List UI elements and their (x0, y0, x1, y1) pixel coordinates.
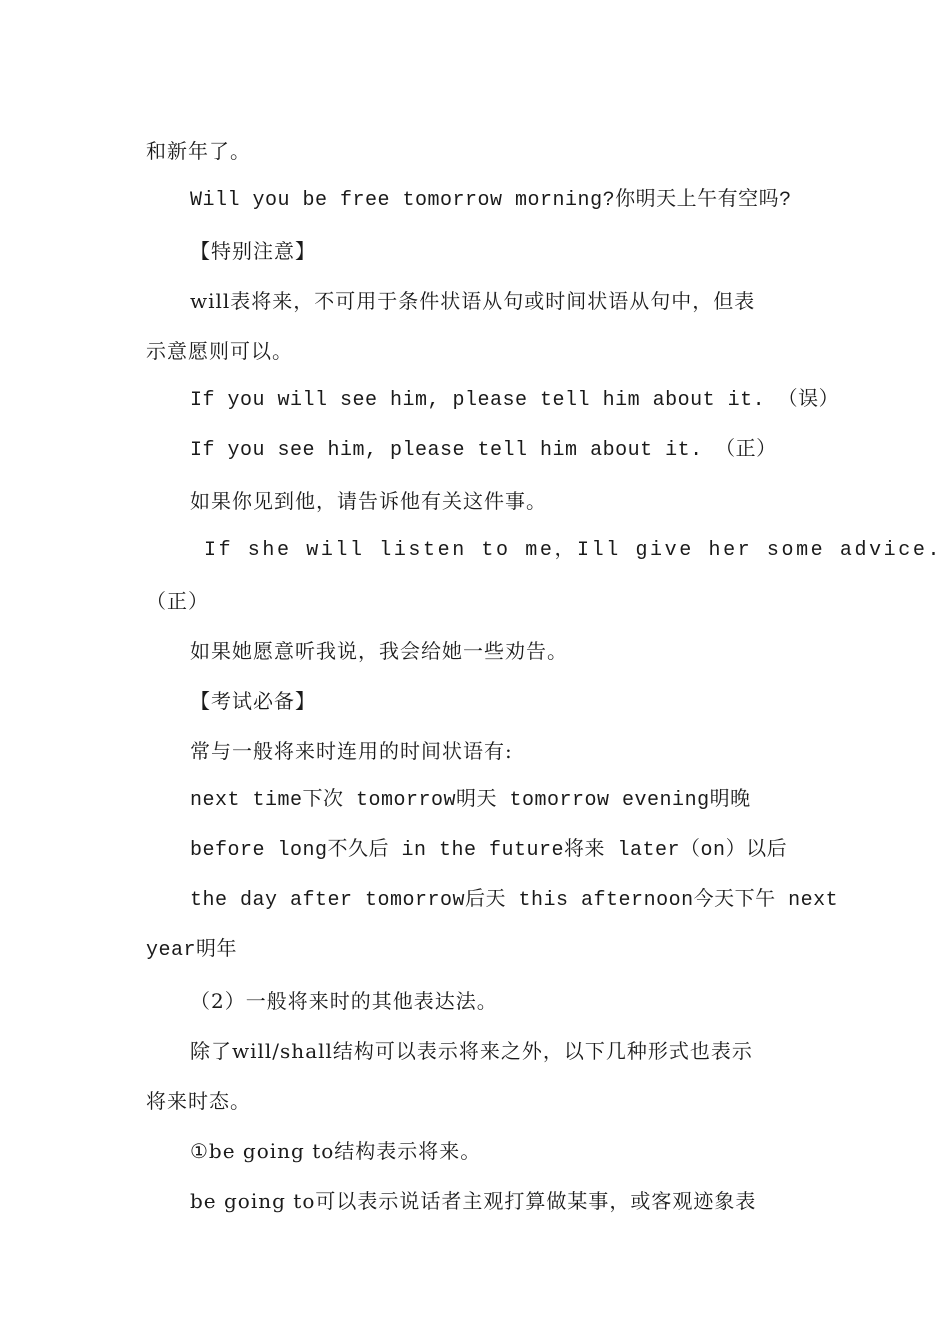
section-heading: 【特别注意】 (190, 239, 316, 263)
text-line: will表将来，不可用于条件状语从句或时间状语从句中，但表 (190, 289, 756, 313)
example-sentence: If you see him, please tell him about it. （正） (190, 439, 777, 462)
text-line: 和新年了。 (146, 139, 251, 163)
text-line: 常与一般将来时连用的时间状语有: (190, 739, 513, 763)
subsection-heading: （2）一般将来时的其他表达法。 (190, 989, 498, 1013)
text-line: next time下次 tomorrow明天 tomorrow evening明晚 (190, 789, 751, 812)
text-line: year明年 (146, 939, 238, 962)
text-line: be going to可以表示说话者主观打算做某事，或客观迹象表 (190, 1189, 757, 1213)
text-line: （正） (146, 589, 209, 613)
text-line: 示意愿则可以。 (146, 339, 293, 363)
text-line: the day after tomorrow后天 this afternoon今天下午 next (190, 889, 839, 912)
text-line: 除了will/shall结构可以表示将来之外，以下几种形式也表示 (190, 1039, 753, 1063)
text-line: Will you be free tomorrow morning?你明天上午有空吗? (190, 189, 792, 212)
text-line: 如果她愿意听我说，我会给她一些劝告。 (190, 639, 568, 663)
section-heading: 【考试必备】 (190, 689, 316, 713)
text-line: 将来时态。 (146, 1089, 251, 1113)
text-line: 如果你见到他，请告诉他有关这件事。 (190, 489, 547, 513)
text-line: ①be going to结构表示将来。 (190, 1139, 482, 1163)
text-line: before long不久后 in the future将来 later（on）以后 (190, 839, 788, 862)
example-sentence: If you will see him, please tell him about it. （误） (190, 389, 840, 412)
example-sentence: If she will listen to me，Ill give her some advice. (204, 539, 943, 562)
